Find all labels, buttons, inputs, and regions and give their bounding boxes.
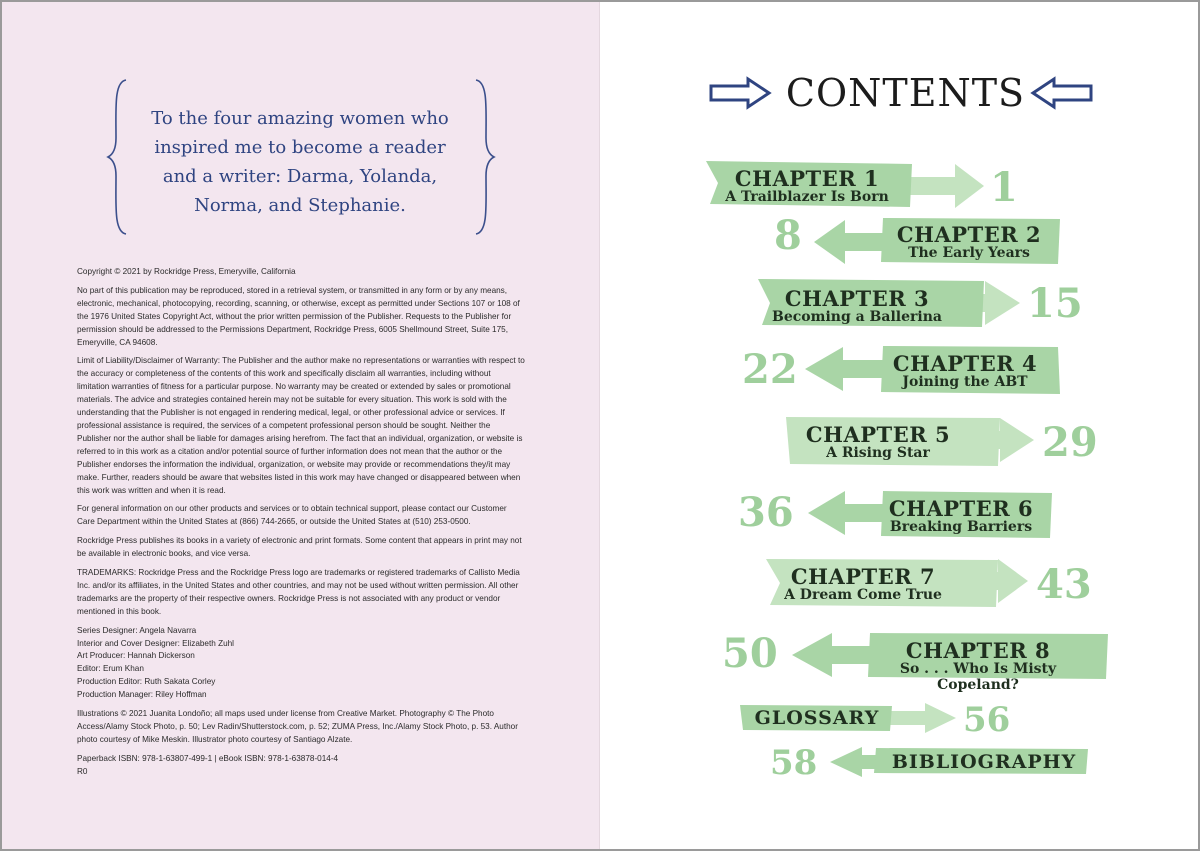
left-brace-icon xyxy=(106,78,130,236)
chapter-5-label: CHAPTER 5 xyxy=(805,422,951,447)
chapter-8-title: So . . . Who Is Misty Copeland? xyxy=(899,661,1057,693)
bibliography-page: 58 xyxy=(770,743,818,783)
chapter-4-entry[interactable] xyxy=(885,353,1045,390)
chapter-3-page: 15 xyxy=(1027,280,1083,327)
liability-paragraph: Limit of Liability/Disclaimer of Warranty: The Publisher and the author make no representations or warranties with respect to the accuracy or completeness of the contents of this work and specifically disclaim all warranties, including without limitation warranties of fitness for a particular purpose. No warranty may be created or extended by sales or promotional materials. The advice and strategies contained herein may not be suitable for every situation. This work is sold with the understanding that the Publisher is not engaged in rendering medical, legal, or other professional advice or services. If professional assistance is required, the services of a competent professional person should be sought. Neither the Publisher nor the author shall be liable for damages arising herefrom. The fact that an individual, organization, or website is referred to in this work as a citation and/or potential source of further information does not mean that the author or the Publisher endorses the information the individual, organization, or website may provide or recommendations they/it may make. Further, readers should be aware that websites listed in this work may have changed or disappeared between when this work was written and when it is read. xyxy=(77,356,525,495)
chapter-8-label: CHAPTER 8 xyxy=(905,638,1051,663)
chapter-2-label: CHAPTER 2 xyxy=(896,222,1042,247)
printing-code: R0 xyxy=(77,766,88,776)
chapter-7-entry[interactable] xyxy=(776,566,950,603)
chapter-1-page: 1 xyxy=(990,164,1018,211)
copyright-block xyxy=(77,266,525,779)
chapter-7-label: CHAPTER 7 xyxy=(790,564,936,589)
chapter-3-title: Becoming a Ballerina xyxy=(772,309,942,325)
glossary-page: 56 xyxy=(963,700,1011,740)
credit-line: Art Producer: Hannah Dickerson xyxy=(77,651,195,661)
rights-paragraph: No part of this publication may be reproduced, stored in a retrieval system, or transmitted in any form or by any means, electronic, mechanical, photocopying, recording, scanning, or otherwise, except as permitted under Sections 107 or 108 of the 1976 United States Copyright Act, without the prior written permission of the Publisher. Requests to the Publisher for permission should be addressed to the Permissions Department, Rockridge Press, 6005 Shellmound Street, Suite 175, Emeryville, CA 94608. xyxy=(77,285,520,347)
chapter-8-page: 50 xyxy=(722,630,778,677)
chapter-1-entry[interactable] xyxy=(722,168,892,205)
chapter-6-title: Breaking Barriers xyxy=(889,519,1033,535)
chapter-1-arrow-icon xyxy=(900,164,984,208)
chapter-6-entry[interactable] xyxy=(884,498,1038,535)
chapter-5-page: 29 xyxy=(1042,419,1098,466)
chapter-2-entry[interactable] xyxy=(886,224,1052,261)
isbn-line: Paperback ISBN: 978-1-63807-499-1 | eBook ISBN: 978-1-63878-014-4 xyxy=(77,753,339,763)
right-brace-icon xyxy=(472,78,496,236)
chapter-5-entry[interactable] xyxy=(796,424,960,461)
credit-line: Production Manager: Riley Hoffman xyxy=(77,690,207,700)
credit-line: Production Editor: Ruth Sakata Corley xyxy=(77,677,216,687)
support-paragraph: For general information on our other products and services or to obtain technical support, please contact our Customer Care Department within the United States at (866) 744-2665, or outside the United States at (510) 253-0500. xyxy=(77,504,507,527)
chapter-8-entry[interactable] xyxy=(860,640,1096,693)
credits-list xyxy=(77,625,525,702)
credit-line: Editor: Erum Khan xyxy=(77,664,144,674)
dedication-line: inspired me to become a reader xyxy=(154,137,446,158)
copyright-line: Copyright © 2021 by Rockridge Press, Emeryville, California xyxy=(77,267,296,276)
chapter-4-label: CHAPTER 4 xyxy=(892,351,1038,376)
credit-line: Series Designer: Angela Navarra xyxy=(77,625,197,635)
chapter-3-label: CHAPTER 3 xyxy=(784,286,930,311)
chapter-7-title: A Dream Come True xyxy=(784,587,942,603)
chapter-5-title: A Rising Star xyxy=(826,445,930,461)
chapter-6-label: CHAPTER 6 xyxy=(888,496,1034,521)
bibliography-label[interactable]: BIBLIOGRAPHY xyxy=(891,751,1077,773)
dedication-line: To the four amazing women who xyxy=(151,108,449,129)
chapter-2-title: The Early Years xyxy=(908,245,1030,261)
dedication xyxy=(140,104,460,220)
chapter-7-page: 43 xyxy=(1036,561,1092,608)
contents-title: CONTENTS xyxy=(785,71,1026,115)
illustrations-paragraph: Illustrations © 2021 Juanita Londoño; all maps used under license from Creative Market. Photography © The Photo Access/Alamy Stock Photo, p. 50; Lev Radin/Shutterstock.com, p. 52; ZUMA Press, Inc./Alamy Stock Photo, p. 53. Author photo courtesy of Mike Meskin. Illustrator photo courtesy of Santiago Alzate. xyxy=(77,709,518,744)
chapter-1-title: A Trailblazer Is Born xyxy=(725,189,889,205)
chapter-2-page: 8 xyxy=(774,212,802,259)
glossary-label[interactable]: GLOSSARY xyxy=(754,707,880,729)
trademarks-paragraph: TRADEMARKS: Rockridge Press and the Rockridge Press logo are trademarks or registered trademarks of Callisto Media Inc. and/or its affiliates, in the United States and other countries, and may not be used without written permission. All other trademarks are the property of their respective owners. Rockridge Press is not associated with any product or vendor mentioned in this book. xyxy=(77,568,520,616)
chapter-6-page: 36 xyxy=(738,489,794,536)
chapter-1-label: CHAPTER 1 xyxy=(734,166,880,191)
chapter-4-page: 22 xyxy=(742,346,798,393)
chapter-4-title: Joining the ABT xyxy=(902,374,1028,390)
credit-line: Interior and Cover Designer: Elizabeth Zuhl xyxy=(77,638,235,648)
chapter-3-entry[interactable] xyxy=(770,288,944,325)
formats-paragraph: Rockridge Press publishes its books in a variety of electronic and print formats. Some content that appears in print may not be available in electronic books, and vice versa. xyxy=(77,536,522,559)
dedication-line: and a writer: Darma, Yolanda, xyxy=(162,166,438,187)
dedication-line: Norma, and Stephanie. xyxy=(194,195,406,216)
